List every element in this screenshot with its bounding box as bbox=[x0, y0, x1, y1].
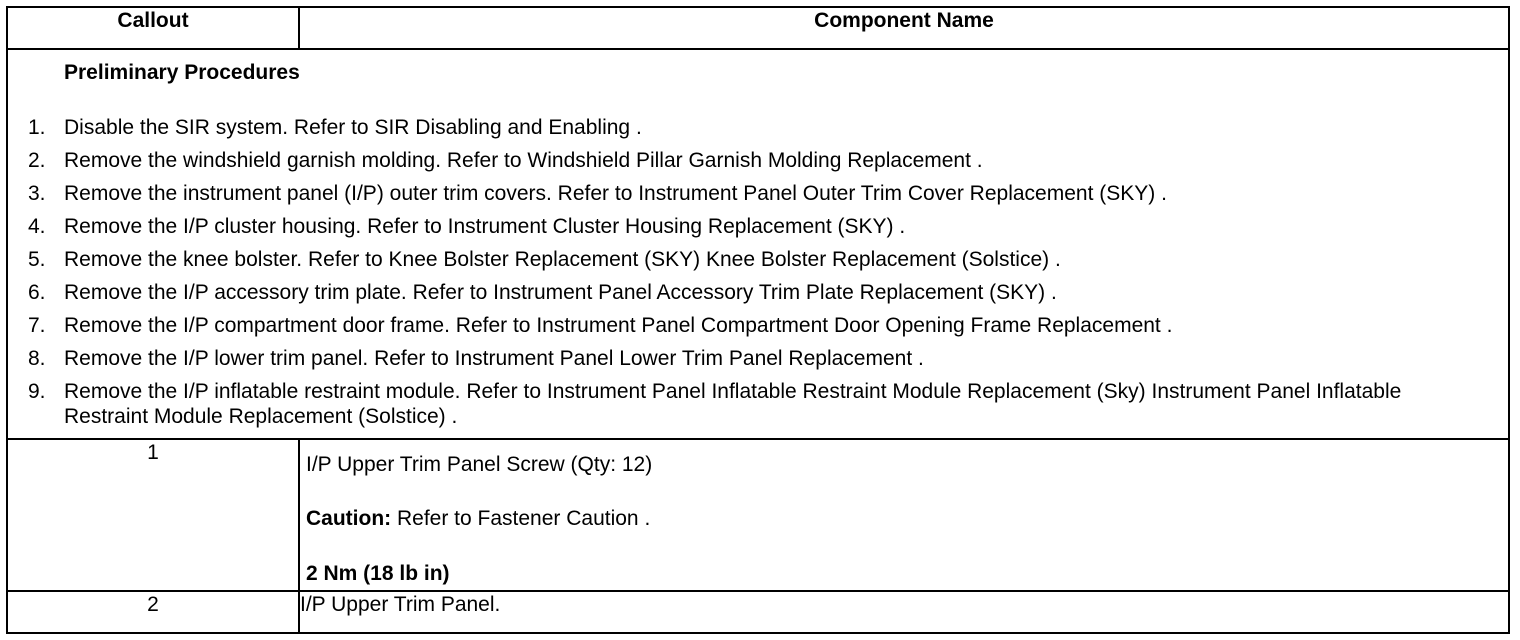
procedure-document bbox=[6, 6, 1508, 634]
callout-cell: 1 bbox=[7, 439, 299, 591]
step-number: 6. bbox=[28, 281, 46, 304]
step-text: Remove the I/P inflatable restraint module. Refer to Instrument Panel Inflatable Restraint Module Replacement (Sky) Instrument Panel Inflatable Restraint Module Replacement (Solstice) . bbox=[64, 380, 1402, 428]
step-item bbox=[8, 214, 1508, 239]
caution-label: Caution: bbox=[306, 507, 392, 530]
step-text: Disable the SIR system. Refer to SIR Disabling and Enabling . bbox=[64, 116, 642, 139]
step-item bbox=[8, 115, 1508, 140]
header-callout: Callout bbox=[7, 7, 299, 49]
step-number: 7. bbox=[28, 314, 46, 337]
component-name: I/P Upper Trim Panel. bbox=[299, 591, 1509, 633]
step-text: Remove the I/P lower trim panel. Refer to Instrument Panel Lower Trim Panel Replacement . bbox=[64, 347, 924, 370]
preliminary-title: Preliminary Procedures bbox=[64, 61, 300, 84]
step-number: 1. bbox=[28, 116, 46, 139]
step-item bbox=[8, 313, 1508, 338]
table-row bbox=[7, 439, 1509, 591]
caution-text: Refer to Fastener Caution . bbox=[391, 507, 651, 530]
step-number: 8. bbox=[28, 347, 46, 370]
preliminary-steps bbox=[8, 115, 1508, 429]
callout-cell: 2 bbox=[7, 591, 299, 633]
step-item bbox=[8, 148, 1508, 173]
component-table bbox=[6, 6, 1510, 634]
step-number: 2. bbox=[28, 149, 46, 172]
step-text: Remove the I/P compartment door frame. Refer to Instrument Panel Compartment Door Opening Frame Replacement . bbox=[64, 314, 1173, 337]
step-text: Remove the I/P accessory trim plate. Refer to Instrument Panel Accessory Trim Plate Replacement (SKY) . bbox=[64, 281, 1057, 304]
step-number: 9. bbox=[28, 380, 46, 403]
caution-line bbox=[306, 506, 650, 531]
step-item bbox=[8, 346, 1508, 371]
header-component-name: Component Name bbox=[299, 7, 1509, 49]
step-item bbox=[8, 181, 1508, 206]
component-name: I/P Upper Trim Panel Screw (Qty: 12) bbox=[306, 453, 653, 476]
step-number: 5. bbox=[28, 248, 46, 271]
step-item bbox=[8, 379, 1508, 429]
step-number: 4. bbox=[28, 215, 46, 238]
step-text: Remove the knee bolster. Refer to Knee Bolster Replacement (SKY) Knee Bolster Replacement (Solstice) . bbox=[64, 248, 1061, 271]
table-row bbox=[7, 591, 1509, 633]
step-item bbox=[8, 280, 1508, 305]
component-cell bbox=[299, 439, 1509, 591]
step-number: 3. bbox=[28, 182, 46, 205]
preliminary-row bbox=[7, 49, 1509, 439]
step-text: Remove the I/P cluster housing. Refer to Instrument Cluster Housing Replacement (SKY) . bbox=[64, 215, 906, 238]
preliminary-cell bbox=[7, 49, 1509, 439]
torque-spec: 2 Nm (18 lb in) bbox=[306, 562, 450, 585]
step-item bbox=[8, 247, 1508, 272]
step-text: Remove the windshield garnish molding. Refer to Windshield Pillar Garnish Molding Replacement . bbox=[64, 149, 983, 172]
header-row bbox=[7, 7, 1509, 49]
step-text: Remove the instrument panel (I/P) outer trim covers. Refer to Instrument Panel Outer Trim Cover Replacement (SKY) . bbox=[64, 182, 1167, 205]
